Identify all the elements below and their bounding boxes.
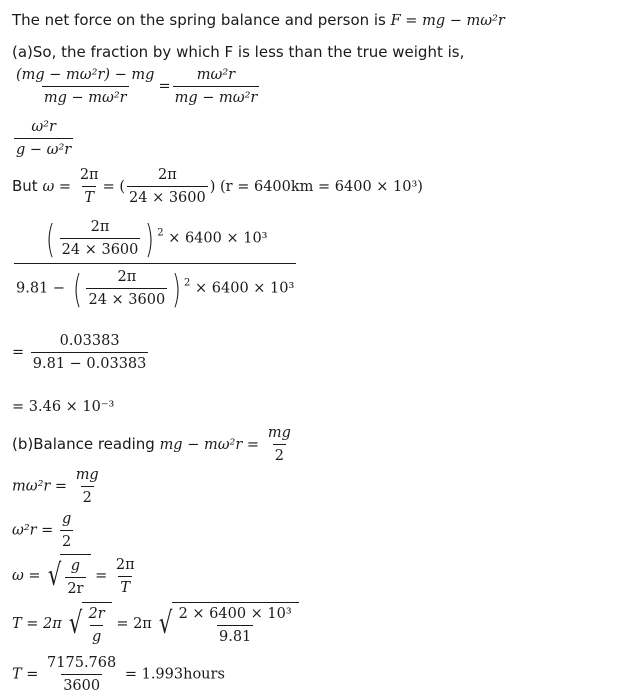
text: (a)So, the fraction by which F is less than the true weight is, <box>12 43 465 61</box>
formula: 9.81 − <box>16 280 66 297</box>
denominator: 9.81 <box>217 625 253 646</box>
formula: × 6400 × 10³ <box>195 280 295 297</box>
denominator: g − ω²r <box>14 138 73 159</box>
formula: × 6400 × 10³ <box>168 230 268 247</box>
fraction <box>266 424 293 465</box>
line-part-a <box>12 42 464 62</box>
denominator: 2r <box>65 577 85 598</box>
fraction <box>86 268 167 309</box>
fraction <box>114 556 137 597</box>
formula: mg − mω²r = <box>159 437 260 453</box>
numerator: ω²r <box>31 119 56 135</box>
fraction <box>60 218 141 259</box>
formula: = 3.46 × 10⁻³ <box>12 399 115 415</box>
fraction <box>74 466 101 507</box>
fraction <box>127 166 208 207</box>
denominator: 2 <box>60 530 73 551</box>
numerator: 2π <box>90 219 110 235</box>
equals: = <box>12 344 25 361</box>
formula: ω = <box>12 568 41 584</box>
sqrt-icon: √ <box>159 606 173 641</box>
fraction <box>177 605 294 646</box>
fraction <box>31 332 149 373</box>
denominator: 2 <box>273 444 286 465</box>
formula: ω²r = <box>12 522 54 539</box>
equals: = <box>158 78 171 95</box>
denominator: 9.81 − 0.03383 <box>31 352 149 373</box>
line-omega-sqrt <box>12 554 139 598</box>
fraction <box>14 118 73 159</box>
fraction <box>173 66 260 107</box>
equals: = <box>95 568 108 584</box>
text: But <box>12 177 43 195</box>
line-fraction-expression <box>12 66 261 107</box>
line-omega-definition <box>12 166 423 207</box>
formula: T = 2π <box>12 616 62 632</box>
line-m-omega <box>12 466 103 507</box>
line-part-b <box>12 424 295 465</box>
denominator: 2 <box>81 486 94 507</box>
text: (b)Balance reading <box>12 435 160 453</box>
formula: = 1.993hours <box>124 666 225 683</box>
line-net-force <box>12 10 505 31</box>
numerator: (mg − mω²r) − mg <box>16 67 155 83</box>
text: The net force on the spring balance and person is <box>12 11 391 29</box>
numerator: g <box>70 558 81 574</box>
fraction <box>78 166 101 207</box>
equals: = ( <box>102 179 126 195</box>
denominator: 24 × 3600 <box>60 238 141 259</box>
denominator: 9.81 − ( $\frac{2\pi}{24 \times 3600}$ ) $^2$ × 6400 × 10³ <box>14 263 296 309</box>
fraction <box>45 654 118 695</box>
fraction <box>87 605 107 646</box>
radicand <box>82 602 112 646</box>
denominator: mg − mω²r <box>42 86 129 107</box>
numerator: ( $\frac{2\pi}{24 \times 3600}$ ) $^2$ × 6400 × 10³ <box>45 216 268 261</box>
sqrt-icon: √ <box>48 558 62 593</box>
fraction <box>14 218 296 309</box>
line-period-sqrt <box>12 602 299 646</box>
numerator: 2 × 6400 × 10³ <box>178 606 292 622</box>
fraction <box>14 66 156 107</box>
numerator: mg <box>267 425 291 441</box>
line-substitution <box>12 218 298 309</box>
line-simplified-fraction <box>12 118 75 159</box>
line-numeric-fraction <box>12 332 150 373</box>
line-period-result <box>12 654 225 695</box>
denominator: mg − mω²r <box>173 86 260 107</box>
denominator: 24 × 3600 <box>127 186 208 207</box>
fraction <box>65 557 85 598</box>
denominator: 3600 <box>61 674 102 695</box>
numerator: 2r <box>88 606 105 622</box>
formula: T = <box>12 666 39 683</box>
denominator: T <box>118 576 132 597</box>
sqrt-icon: √ <box>69 606 83 641</box>
fraction <box>60 510 73 551</box>
numerator: 2π <box>79 167 99 183</box>
denominator: 24 × 3600 <box>86 288 167 309</box>
line-omega-squared <box>12 510 75 551</box>
denominator: g <box>90 625 103 646</box>
numerator: 7175.768 <box>47 655 117 671</box>
denominator: T <box>82 186 96 207</box>
numerator: 2π <box>117 269 137 285</box>
formula: F = mg − mω²r <box>390 13 505 29</box>
radicand <box>60 554 90 598</box>
line-result-a <box>12 397 114 417</box>
numerator: 2π <box>115 556 135 573</box>
numerator: g <box>61 511 72 527</box>
numerator: mω²r <box>196 67 236 83</box>
numerator: 0.03383 <box>59 333 120 349</box>
formula: ω = <box>42 179 72 195</box>
radicand <box>172 602 299 646</box>
numerator: mg <box>75 467 99 483</box>
formula: ) (r = 6400km = 6400 × 10³) <box>209 179 423 195</box>
formula: = 2π <box>116 616 152 632</box>
formula: mω²r = <box>12 478 68 495</box>
numerator: 2π <box>158 167 177 183</box>
